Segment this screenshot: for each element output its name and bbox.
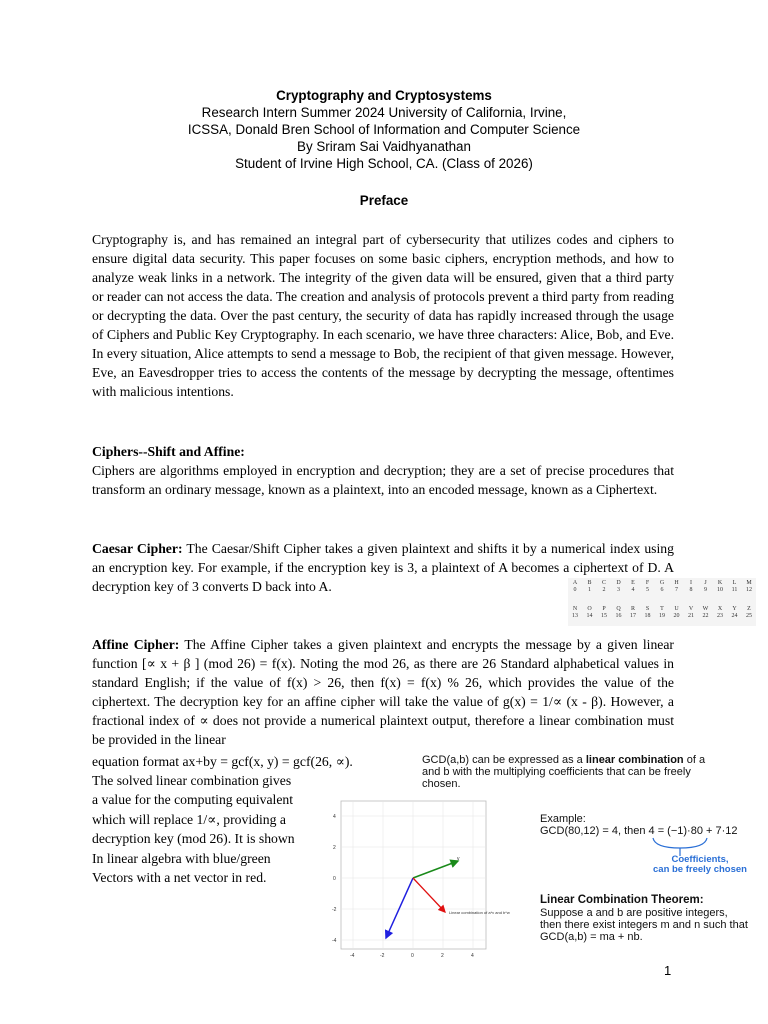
alphabet-cell: 5 [646,587,649,593]
narrow-line: decryption key (mod 26). It is shown [92,831,295,847]
alphabet-cell: 18 [644,613,651,619]
vector-v-label: v [457,856,460,862]
alphabet-cell: U [674,606,679,612]
x-tick: -2 [380,953,385,959]
alphabet-row-1-letters [568,580,756,587]
alphabet-cell: 4 [631,587,635,593]
gcd-line-1-pre: GCD(a,b) can be expressed as a [422,754,586,766]
gcd-line-1-post: of a [683,754,706,766]
example-equation: GCD(80,12) = 4, then 4 = (−1)·80 + 7·12 [540,825,738,837]
alphabet-cell: 12 [746,587,752,593]
alphabet-cell: 10 [717,587,723,593]
affine-label: Affine Cipher: [92,637,180,652]
affine-equation-line: equation format ax+by = gcf(x, y) = gcf(26, ∝). [92,754,353,769]
coefficient-note [640,855,760,875]
alphabet-cell: 11 [731,587,738,593]
alphabet-cell: Q [616,606,621,612]
alphabet-cell: 1 [588,587,591,593]
alphabet-cell: 0 [573,587,577,593]
caesar-label: Caesar Cipher: [92,541,183,556]
alphabet-cell: B [587,580,592,586]
alphabet-cell: A [572,580,578,586]
example-label: Example: [540,813,586,825]
ciphers-heading: Ciphers--Shift and Affine: [92,444,245,459]
alphabet-cell: O [587,606,592,612]
theorem-line-2: then there exist integers m and n such that [540,919,748,931]
alphabet-cell: 9 [704,587,707,593]
page-number: 1 [664,963,672,978]
alphabet-cell: S [645,606,650,612]
alphabet-cell: W [702,606,709,612]
coefficient-note-2: can be freely chosen [653,864,747,875]
alphabet-cell: E [631,580,635,586]
y-tick: 0 [333,876,336,882]
gcd-description [422,754,762,790]
alphabet-cell: 25 [746,613,752,619]
alphabet-cell: 13 [572,613,578,619]
alphabet-cell: 21 [688,613,694,619]
alphabet-cell: C [601,580,606,586]
vector-graph-svg [332,798,510,960]
paper-title: Cryptography and Cryptosystems [276,88,492,103]
affine-paragraph [92,635,674,749]
alphabet-cell: X [717,606,723,612]
alphabet-cell: 2 [602,587,606,593]
narrow-line: The solved linear combination gives [92,773,292,788]
alphabet-cell: H [674,580,679,586]
alphabet-cell: 16 [615,613,622,619]
alphabet-cell: P [602,606,606,612]
narrow-line: In linear algebra with blue/green [92,850,271,866]
alphabet-cell: 17 [630,613,636,619]
narrow-line: Vectors with a net vector in red. [92,870,267,886]
alphabet-cell: 22 [702,613,709,619]
narrow-line: which will replace 1/∝, providing a [92,811,286,827]
gcd-line-2: and b with the multiplying coefficients that can be freely [422,766,691,778]
alphabet-cell: V [688,606,694,612]
alphabet-cell: T [660,606,664,612]
gcd-line-1-bold: linear combination [585,754,684,766]
alphabet-cell: 20 [673,613,680,619]
author-line: By Sriram Sai Vaidhyanathan [297,139,471,154]
affine-body: The Affine Cipher takes a given plaintext and encrypts the message by a given linear function [∝ x + β ] (mod 26) = f(x). Noting the mod 26, as there are 26 Standard alphabetical values in standard English; if the value of f(x) > 26, then f(x) = f(x) % 26, which provides the value of the ciphertext. The decryption key for an affine cipher will take the value of g(x) = 1/∝ (x - β). However, a fractional index of ∝ does not provide a numerical plaintext output, therefore a linear combination must be provided in the linear [92,637,674,747]
theorem-title: Linear Combination Theorem: [540,894,704,906]
alphabet-cell: K [717,580,723,586]
alphabet-cell: R [630,606,635,612]
affine-narrow-text [92,771,332,887]
alphabet-cell: 7 [675,587,678,593]
alphabet-cell: Y [732,606,737,612]
alphabet-row-2-letters [568,606,756,613]
net-vector-label: Linear combination of a*v and b*w [449,910,510,915]
alphabet-cell: 24 [731,613,738,619]
x-tick: -4 [350,953,355,959]
alphabet-row-1-numbers [568,587,756,594]
author-school-line: Student of Irvine High School, CA. (Class of 2026) [235,156,533,171]
alphabet-cell: I [690,580,692,586]
x-tick: 2 [441,953,444,959]
alphabet-cell: 3 [617,587,620,593]
alphabet-cell: N [572,606,578,612]
vector-graph [332,798,510,960]
alphabet-cell: 23 [717,613,723,619]
y-tick: 2 [333,845,336,851]
y-tick: -2 [332,907,337,913]
alphabet-cell: 6 [660,587,664,593]
theorem-line-1: Suppose a and b are positive integers, [540,907,728,919]
affiliation-line-2: ICSSA, Donald Bren School of Information and Computer Science [187,122,581,137]
narrow-line: a value for the computing equivalent [92,792,294,808]
alphabet-cell: 15 [601,613,607,619]
alphabet-cell: Z [747,606,751,612]
alphabet-cell: 14 [586,613,593,619]
y-tick: 4 [333,814,336,820]
gcd-line-3: chosen. [422,778,461,790]
alphabet-cell: G [659,580,665,586]
preface-paragraph: Cryptography is, and has remained an integral part of cybersecurity that utilizes codes and ciphers to ensure digital data security. This paper focuses on some basic ciphers, encryption methods, and how to analyze weak links in a network. The integrity of the given data will be ensured, given that a third party or reader can not access the data. The creation and analysis of protocols prevent a third party from reading or decrypting the data. Over the past century, the security of data has rapidly increased through the usage of Ciphers and Public Key Cryptography. In each scenario, we have three characters: Alice, Bob, and Eve. In every situation, Alice attempts to send a message to Bob, the recipient of that given message. However, Eve, an Eavesdropper tries to access the contents of the message by decrypting the message, oftentimes with malicious intentions. [92,232,674,399]
coefficient-note-1: Coefficients, [671,854,729,865]
preface-heading: Preface [359,193,409,208]
plot-frame [341,801,486,949]
alphabet-cell: 8 [689,587,693,593]
x-tick: 4 [471,953,474,959]
alphabet-cell: D [616,580,621,586]
alphabet-cell: 19 [659,613,665,619]
gcd-example [540,813,760,837]
alphabet-cell: J [704,580,707,586]
affiliation-line-1: Research Intern Summer 2024 University of California, Irvine, [201,105,567,120]
theorem-box [540,893,765,943]
theorem-line-3: GCD(a,b) = ma + nb. [540,931,643,943]
x-tick: 0 [411,953,414,959]
y-tick: -4 [332,938,337,944]
caesar-body: The Caesar/Shift Cipher takes a given plaintext and shifts it by a numerical index using an encryption key. For example, if the encryption key is 3, a plaintext of A becomes a ciphertext of D. A decryption key of 3 converts D back into A. [92,541,674,594]
alphabet-cell: L [732,580,737,586]
alphabet-table [568,578,756,626]
alphabet-cell: F [645,580,650,586]
gcd-line-1 [422,754,762,766]
ciphers-paragraph: Ciphers are algorithms employed in encryption and decryption; they are a set of precise procedures that transform an ordinary message, known as a plaintext, into an encoded message, known as a Ciphertext. [92,463,674,497]
alphabet-row-2-numbers [568,613,756,620]
alphabet-cell: M [746,580,752,586]
